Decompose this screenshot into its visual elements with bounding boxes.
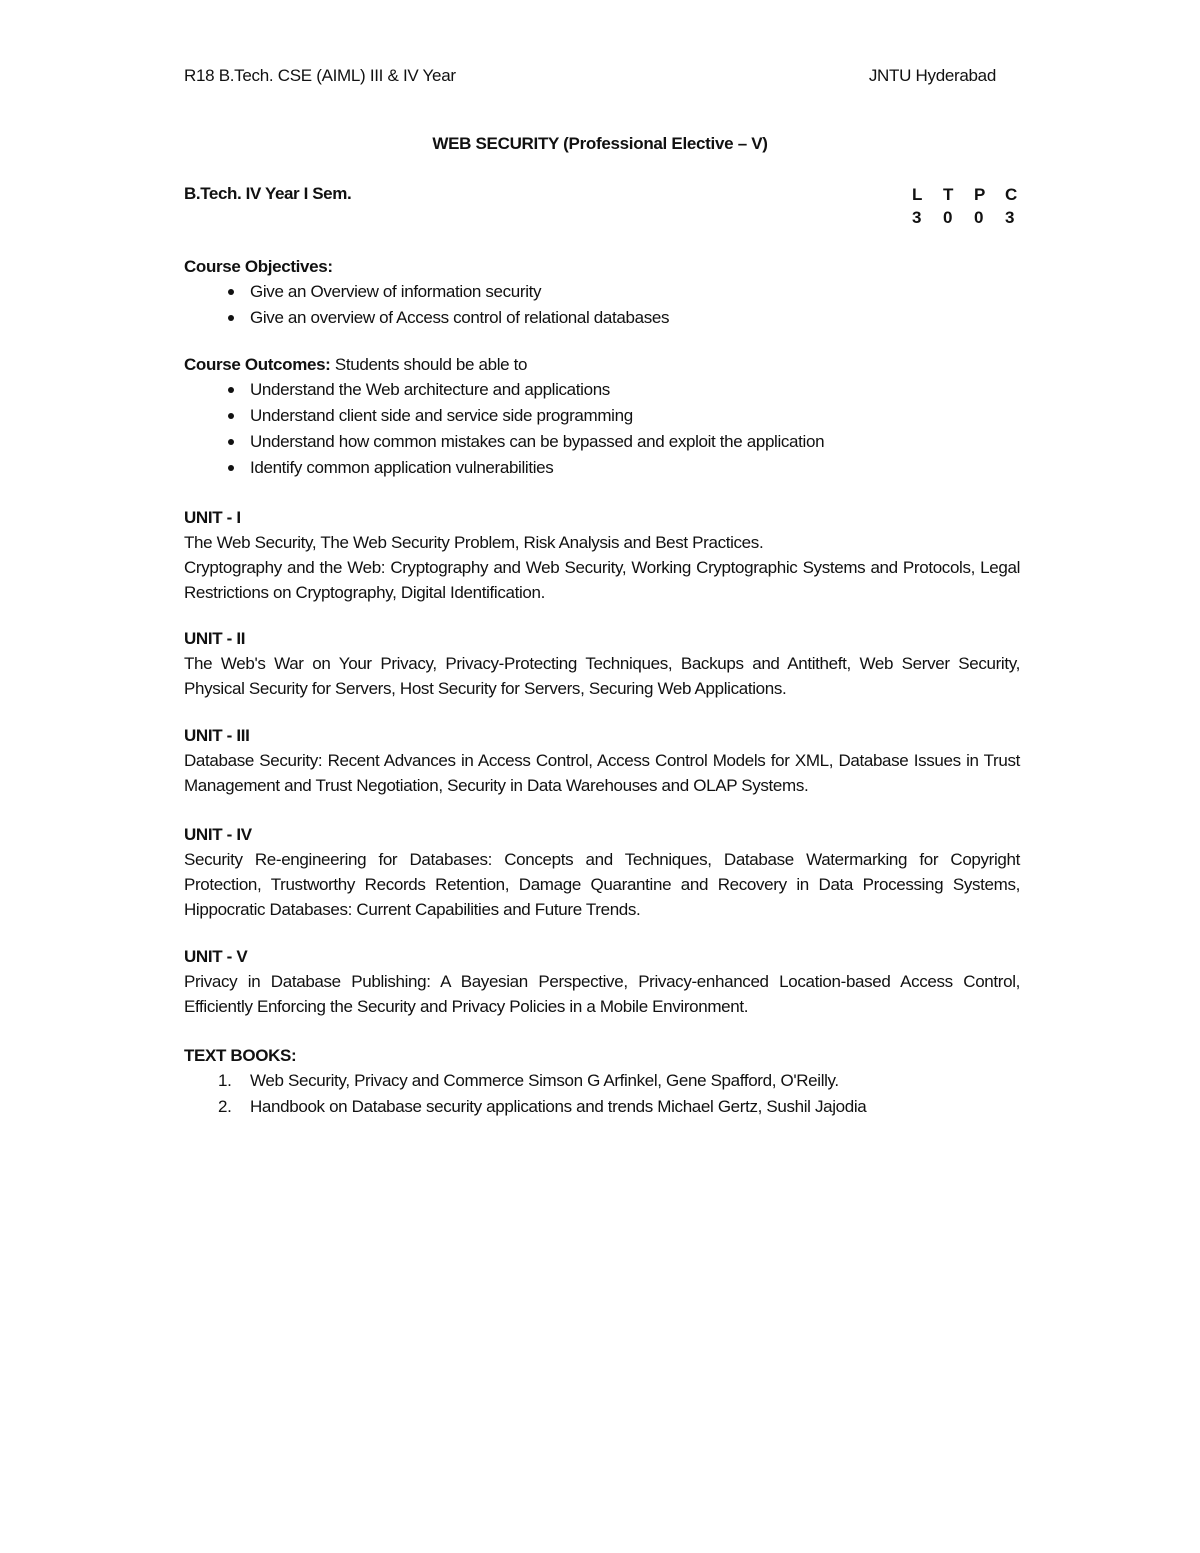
outcome-text: Identify common application vulnerabilities: [250, 458, 554, 477]
course-outcomes-list: [184, 377, 1020, 481]
ltpc-label-p: P: [974, 185, 986, 204]
semester-label: B.Tech. IV Year I Sem.: [184, 184, 352, 203]
outcome-text: Understand how common mistakes can be bypassed and exploit the application: [250, 432, 825, 451]
unit-3-heading: UNIT - III: [184, 726, 250, 745]
list-item: [184, 1094, 1020, 1120]
textbooks-heading: TEXT BOOKS:: [184, 1046, 297, 1065]
course-title: WEB SECURITY (Professional Elective – V): [432, 134, 768, 153]
header-left: R18 B.Tech. CSE (AIML) III & IV Year: [184, 66, 456, 85]
ltpc-value-c: 3: [1005, 208, 1015, 227]
course-outcomes-intro: Students should be able to: [330, 355, 528, 374]
textbook-text: Web Security, Privacy and Commerce Simson G Arfinkel, Gene Spafford, O'Reilly.: [250, 1071, 839, 1090]
ltpc-values: [912, 206, 1036, 229]
list-item: [184, 403, 1020, 429]
outcome-text: Understand client side and service side programming: [250, 406, 633, 425]
header-right: JNTU Hyderabad: [868, 66, 996, 85]
bullet-icon: [228, 315, 234, 321]
textbooks-section: [184, 1043, 1020, 1120]
unit-3-topics: Database Security: Recent Advances in Access Control, Access Control Models for XML, Database Issues in Trust Management and Trust Negotiation, Security in Data Warehouses and OLAP Systems.: [184, 751, 1020, 795]
objective-text: Give an overview of Access control of relational databases: [250, 308, 670, 327]
outcome-text: Understand the Web architecture and applications: [250, 380, 610, 399]
unit-4-heading: UNIT - IV: [184, 825, 252, 844]
unit-5-topics: Privacy in Database Publishing: A Bayesian Perspective, Privacy-enhanced Location-based Access Control, Efficiently Enforcing the Security and Privacy Policies in a Mobile Environment.: [184, 972, 1020, 1016]
list-item: [184, 1068, 1020, 1094]
unit-4-section: [184, 822, 1020, 922]
course-outcomes-heading-line: [184, 352, 1020, 377]
course-objectives-section: [184, 254, 1020, 331]
course-outcomes-heading: Course Outcomes:: [184, 355, 331, 374]
list-item: [184, 455, 1020, 481]
unit-1-heading: UNIT - I: [184, 508, 241, 527]
ltpc-value-p: 0: [974, 208, 984, 227]
unit-5-section: [184, 944, 1020, 1019]
bullet-icon: [228, 465, 234, 471]
unit-3-section: [184, 723, 1020, 798]
bullet-icon: [228, 439, 234, 445]
course-outcomes-section: [184, 352, 1020, 481]
ltpc-label-t: T: [943, 185, 954, 204]
bullet-icon: [228, 413, 234, 419]
textbook-text: Handbook on Database security applications and trends Michael Gertz, Sushil Jajodia: [250, 1097, 867, 1116]
unit-1-topics-a: The Web Security, The Web Security Problem, Risk Analysis and Best Practices.: [184, 533, 764, 552]
unit-2-heading: UNIT - II: [184, 629, 246, 648]
list-item: [184, 377, 1020, 403]
running-header: [184, 66, 996, 86]
bullet-icon: [228, 387, 234, 393]
ltpc-value-t: 0: [943, 208, 953, 227]
ltpc-label-c: C: [1005, 185, 1018, 204]
course-objectives-list: [184, 279, 1020, 331]
list-item: [184, 279, 1020, 305]
unit-2-section: [184, 626, 1020, 701]
ltpc-label-l: L: [912, 185, 923, 204]
list-item: [184, 429, 1020, 455]
unit-2-topics: The Web's War on Your Privacy, Privacy-Protecting Techniques, Backups and Antitheft, Web Server Security, Physical Security for Servers, Host Security for Servers, Securing Web Applications.: [184, 654, 1020, 698]
textbooks-list: [184, 1068, 1020, 1120]
textbook-number: 2.: [218, 1097, 232, 1116]
textbook-number: 1.: [218, 1071, 232, 1090]
list-item: [184, 305, 1020, 331]
ltpc-table: [912, 183, 1036, 229]
unit-1-section: [184, 505, 1020, 605]
ltpc-labels: [912, 183, 1036, 206]
objective-text: Give an Overview of information security: [250, 282, 542, 301]
course-objectives-heading: Course Objectives:: [184, 257, 333, 276]
unit-5-heading: UNIT - V: [184, 947, 248, 966]
bullet-icon: [228, 289, 234, 295]
unit-4-topics: Security Re-engineering for Databases: Concepts and Techniques, Database Watermarking for Copyright Protection, Trustworthy Records Retention, Damage Quarantine and Recovery in Data Processing Systems, Hippocratic Databases: Current Capabilities and Future Trends.: [184, 850, 1020, 919]
ltpc-value-l: 3: [912, 208, 922, 227]
unit-1-topics-b: Cryptography and the Web: Cryptography and Web Security, Working Cryptographic Systems and Protocols, Legal Restrictions on Cryptography, Digital Identification.: [184, 558, 1020, 602]
